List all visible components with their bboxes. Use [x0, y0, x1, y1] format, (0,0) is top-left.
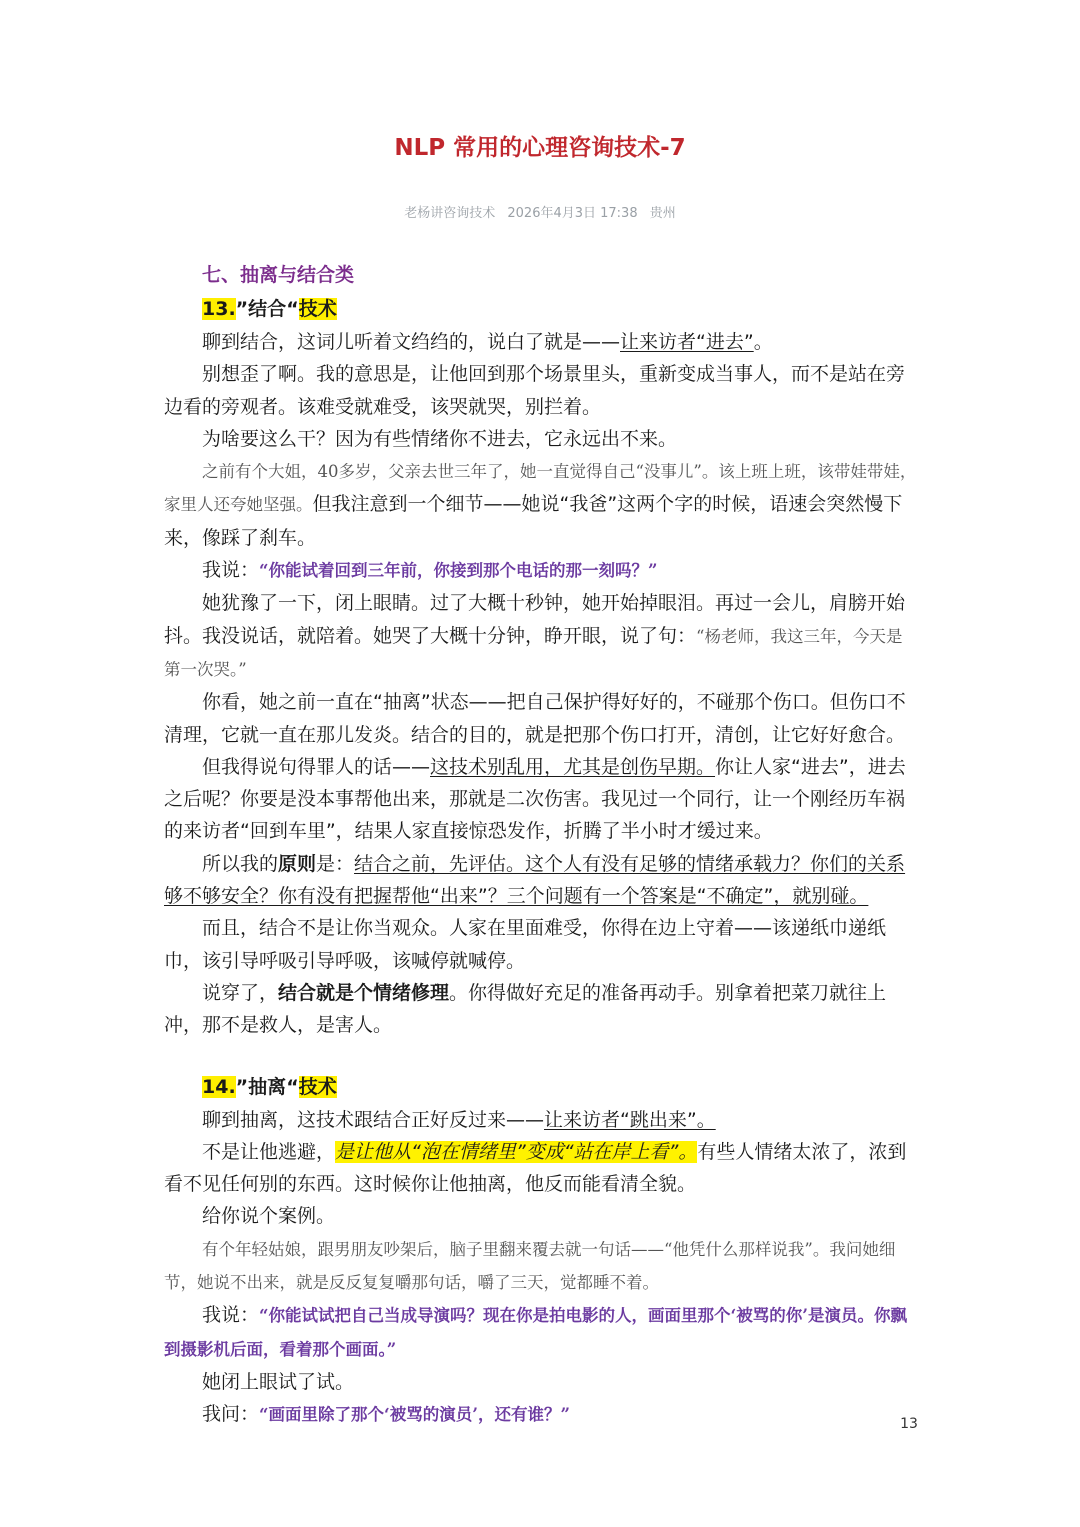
text: 但我注意到一个细节——她说“我爸”这两个字的时候，语速会突然慢下来，像踩了刹车。: [164, 493, 903, 549]
paragraph: [164, 326, 918, 358]
page-number: 13: [900, 1416, 918, 1432]
article-body: [164, 258, 918, 1432]
spacer: [164, 1042, 918, 1070]
text: 但我得说句得罪人的话——: [202, 755, 431, 778]
technique-name: 结合: [248, 298, 287, 320]
paragraph: [164, 977, 918, 1042]
section-heading: 七、抽离与结合类: [202, 264, 355, 286]
text: 我说：: [202, 1304, 260, 1327]
underlined-text: 结合之前，先评估。这个人有没有足够的情绪承载力？你们的关系够不够安全？你有没有把握帮他“出来”？三个问题有一个答案是“不确定”，就别碰。: [164, 852, 906, 908]
text: 她犹豫了一下，闭上眼睛。过了大概十秒钟，她开始掉眼泪。再过一会儿，肩膀开始抖。我没说话，就陪着。她哭了大概十分钟，睁开眼，说了句：: [164, 592, 906, 647]
text: 。你得做好充足的准备再动手。别拿着把菜刀就往上冲，那不是救人，是害人。: [164, 981, 887, 1037]
text: 说穿了，: [202, 981, 279, 1004]
paragraph: 而且，结合不是让你当观众。人家在里面难受，你得在边上守着——该递纸巾递纸巾，该引导呼吸引导呼吸，该喊停就喊停。: [164, 917, 887, 972]
bold-text: 原则: [278, 852, 317, 875]
paragraph: [164, 1398, 918, 1431]
paragraph: 你看，她之前一直在“抽离”状态——把自己保护得好好的，不碰那个伤口。但伤口不清理，它就一直在那儿发炎。结合的目的，就是把那个伤口打开，清创，让它好好愈合。: [164, 691, 906, 746]
technique-14-heading: [164, 1070, 918, 1104]
paragraph: [164, 1104, 918, 1136]
paragraph: [164, 455, 918, 554]
text: 。: [753, 331, 773, 353]
dialogue-quote: “画面里除了那个‘被骂的演员’，还有谁？”: [259, 1405, 570, 1425]
publish-location: 贵州: [649, 206, 676, 221]
text: 聊到抽离，这技术跟结合正好反过来——: [202, 1108, 545, 1131]
paragraph: [164, 1233, 918, 1300]
technique-label: 技术: [298, 1075, 337, 1098]
paragraph: [164, 554, 918, 587]
highlighted-text: 是让他从“泡在情绪里”变成“站在岸上看”。: [335, 1140, 698, 1163]
technique-name: 抽离: [248, 1075, 287, 1098]
text: 我说：: [202, 559, 260, 582]
paragraph: [164, 1136, 918, 1201]
technique-label: 技术: [298, 298, 337, 320]
text: 你让人家“进去”，进去之后呢？你要是没本事帮他出来，那就是二次伤害。我见过一个同行，让一个刚经历车祸的来访者“回到车里”，结果人家直接惊恐发作，折腾了半小时才缓过来。: [164, 755, 906, 843]
paragraph: [164, 848, 918, 913]
technique-number: 14.: [202, 1075, 236, 1098]
paragraph: 她闭上眼试了试。: [202, 1370, 355, 1393]
case-story-text: 之前有个大姐，40多岁，父亲去世三年了，她一直觉得自己“没事儿”。该上班上班，该带娃带娃，家里人还夸她坚强。: [164, 462, 917, 515]
article-meta: [0, 203, 1080, 225]
dialogue-quote: “你能试试把自己当成导演吗？现在你是拍电影的人，画面里那个‘被骂的你’是演员。你飘到摄影机后面，看着那个画面。”: [164, 1306, 907, 1359]
underlined-text: 这技术别乱用，尤其是创伤早期。: [430, 755, 716, 778]
article-title: NLP 常用的心理咨询技术-7: [394, 135, 686, 161]
technique-number: 13.: [202, 298, 236, 320]
dialogue-quote: “你能试着回到三年前，你接到那个电话的那一刻吗？”: [259, 561, 658, 581]
text: 我问：: [202, 1403, 260, 1426]
paragraph: [164, 751, 918, 848]
case-story-text: 有个年轻姑娘，跟男朋友吵架后，脑子里翻来覆去就一句话——“他凭什么那样说我”。我问她细节，她说不出来，就是反反复复嚼那句话，嚼了三天，觉都睡不着。: [164, 1239, 896, 1293]
quote-mark: “: [286, 1075, 299, 1098]
case-story-text: “杨老师，我这三年，今天是第一次哭。”: [164, 626, 903, 679]
text: 是：: [316, 852, 355, 875]
underlined-text: 让来访者“跳出来”。: [544, 1108, 716, 1131]
paragraph: 别想歪了啊。我的意思是，让他回到那个场景里头，重新变成当事人，而不是站在旁边看的旁观者。该难受就难受，该哭就哭，别拦着。: [164, 363, 906, 418]
paragraph: [164, 1299, 918, 1366]
author-name[interactable]: 老杨讲咨询技术: [404, 206, 496, 221]
quote-mark: ”: [235, 1075, 249, 1098]
text: 所以我的: [202, 852, 279, 875]
publish-date: 2026年4月3日 17:38: [507, 206, 638, 221]
quote-mark: “: [286, 298, 299, 320]
text: 不是让他逃避，: [202, 1140, 336, 1163]
technique-13-heading: [164, 292, 918, 326]
underlined-text: 让来访者“进去”: [620, 331, 754, 353]
paragraph: [164, 587, 918, 686]
text: 聊到结合，这词儿听着文绉绉的，说白了就是——: [202, 331, 621, 353]
paragraph: 给你说个案例。: [202, 1205, 336, 1228]
bold-text: 结合就是个情绪修理: [278, 981, 450, 1004]
paragraph: 为啥要这么干？因为有些情绪你不进去，它永远出不来。: [202, 427, 678, 450]
quote-mark: ”: [235, 298, 249, 320]
text: 有些人情绪太浓了，浓到看不见任何别的东西。这时候你让他抽离，他反而能看清全貌。: [164, 1140, 907, 1196]
